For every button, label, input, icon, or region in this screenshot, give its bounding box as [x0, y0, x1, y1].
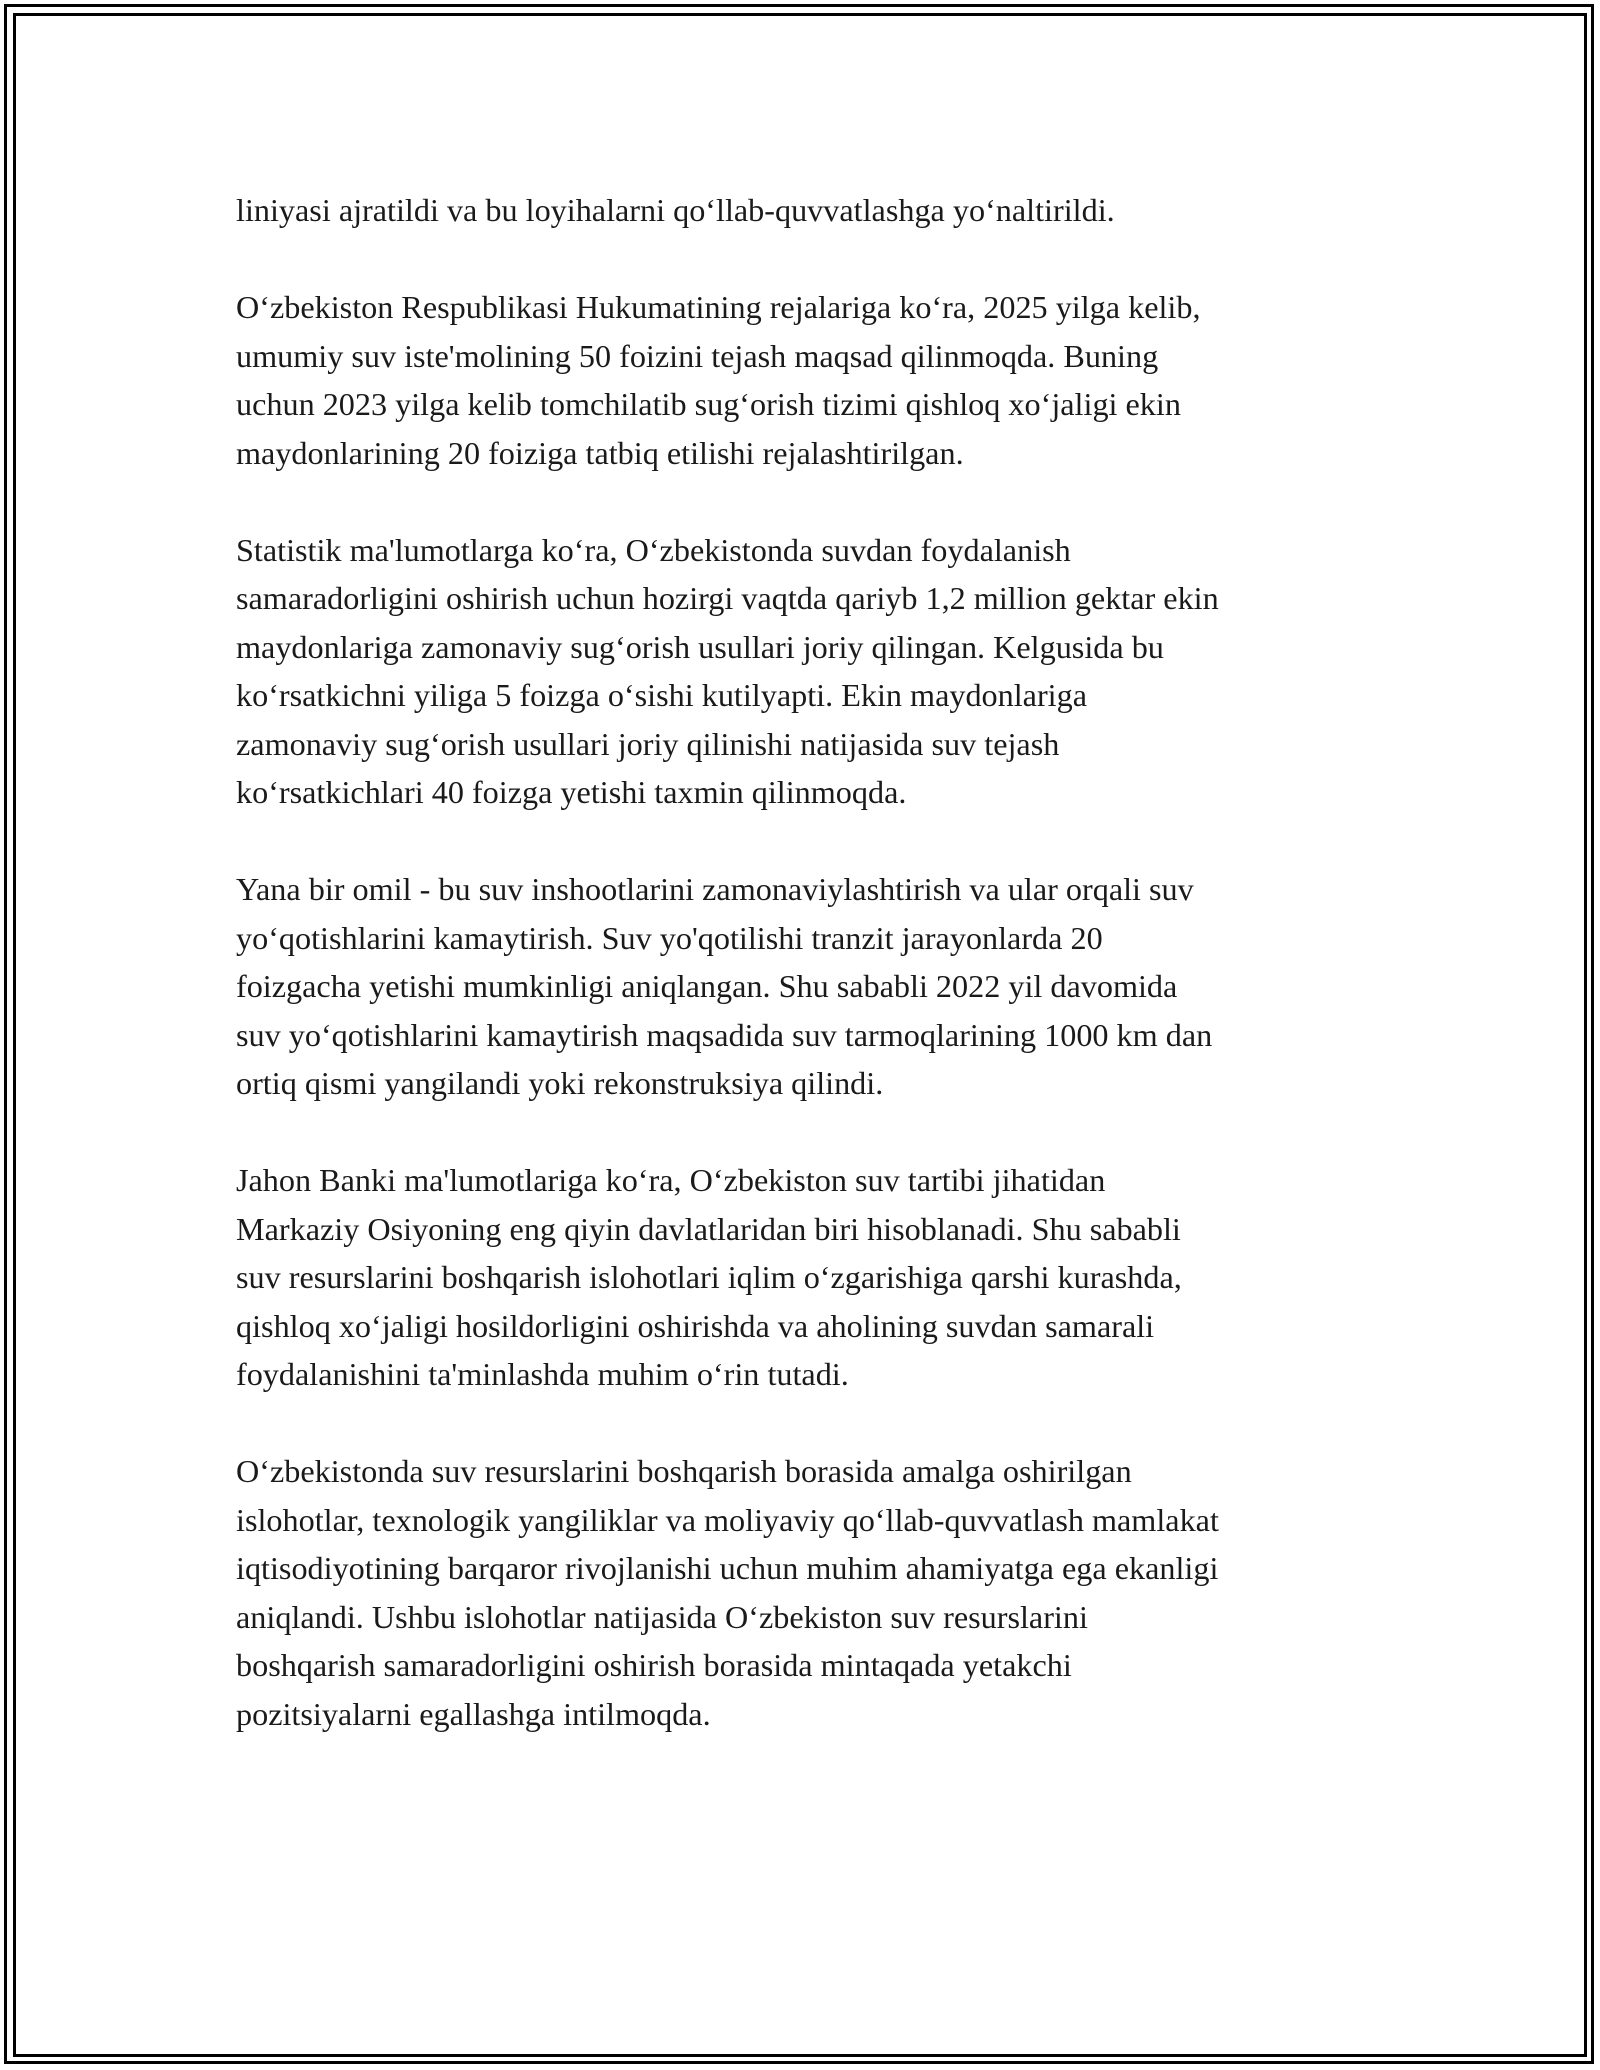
paragraph-funding-allocation: liniyasi ajratildi va bu loyihalarni qoʻllab-quvvatlashga yoʻnaltirildi.	[236, 192, 1115, 228]
paragraph-statistics: Statistik ma'lumotlarga koʻra, Oʻzbekistonda suvdan foydalanish samaradorligini oshirish uchun hozirgi vaqtda qariyb 1,2 million gektar ekin maydonlariga zamonaviy sugʻorish usullari joriy qilingan. Kelgusida bu koʻrsatkichni yiliga 5 foizga oʻsishi kutilyapti. Ekin maydonlariga zamonaviy sugʻorish usullari joriy qilinishi natijasida suv tejash koʻrsatkichlari 40 foizga yetishi taxmin qilinmoqda.	[236, 531, 1219, 810]
paragraph-conclusion: Oʻzbekistonda suv resurslarini boshqarish borasida amalga oshirilgan islohotlar, texnologik yangiliklar va moliyaviy qoʻllab-quvvatlash mamlakat iqtisodiyotining barqaror rivojlanishi uchun muhim ahamiyatga ega ekanligi aniqlandi. Ushbu islohotlar natijasida Oʻzbekiston suv resurslarini boshqarish samaradorligini oshirish borasida mintaqada yetakchi pozitsiyalarni egallashga intilmoqda.	[236, 1453, 1219, 1732]
paragraph-infrastructure: Yana bir omil - bu suv inshootlarini zamonaviylashtirish va ular orqali suv yoʻqotishlarini kamaytirish. Suv yo'qotilishi tranzit jarayonlarda 20 foizgacha yetishi mumkinligi aniqlangan. Shu sababli 2022 yil davomida suv yoʻqotishlarini kamaytirish maqsadida suv tarmoqlarining 1000 km dan ortiq qismi yangilandi yoki rekonstruksiya qilindi.	[236, 871, 1213, 1101]
document-body	[236, 186, 1366, 1787]
paragraph-world-bank: Jahon Banki ma'lumotlariga koʻra, Oʻzbekiston suv tartibi jihatidan Markaziy Osiyoning eng qiyin davlatlaridan biri hisoblanadi. Shu sababli suv resurslarini boshqarish islohotlari iqlim oʻzgarishiga qarshi kurashda, qishloq xoʻjaligi hosildorligini oshirishda va aholining suvdan samarali foydalanishini ta'minlashda muhim oʻrin tutadi.	[236, 1162, 1182, 1392]
paragraph-government-plans: Oʻzbekiston Respublikasi Hukumatining rejalariga koʻra, 2025 yilga kelib, umumiy suv iste'molining 50 foizini tejash maqsad qilinmoqda. Buning uchun 2023 yilga kelib tomchilatib sugʻorish tizimi qishloq xoʻjaligi ekin maydonlarining 20 foiziga tatbiq etilishi rejalashtirilgan.	[236, 289, 1201, 471]
